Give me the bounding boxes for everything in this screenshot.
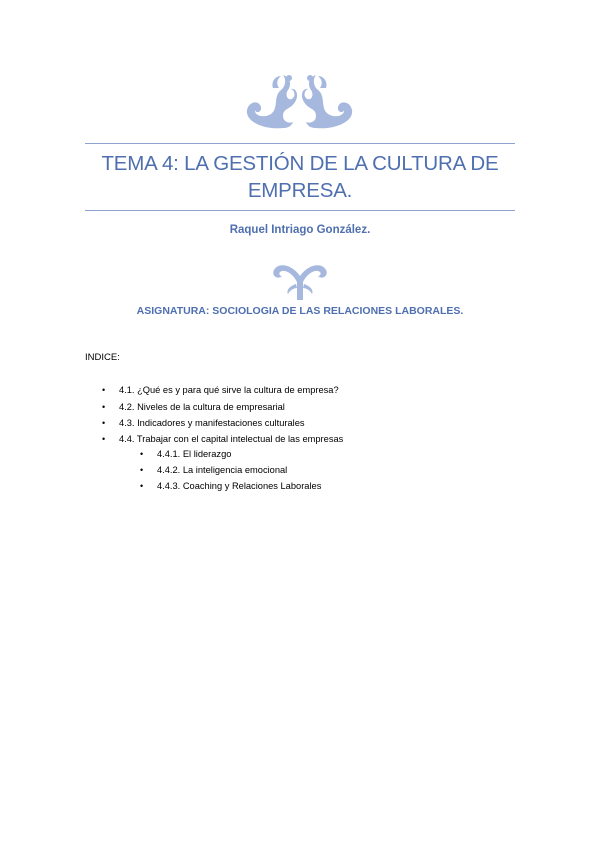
author-name: Raquel Intriago González. [229,224,371,236]
toc-item [102,432,344,446]
bullet-icon: • [140,481,144,491]
bullet-icon: • [102,385,106,395]
toc-subitem [140,447,232,461]
document-title: TEMA 4: LA GESTIÓN DE LA CULTURA DE EMPRESA. [101,152,499,202]
toc-item [102,416,305,430]
floral-divider-ornament-icon [270,262,330,302]
bullet-icon: • [140,465,144,475]
floral-scroll-ornament-icon [243,70,356,132]
index-heading: INDICE: [85,352,120,363]
title-bottom-rule [85,210,515,211]
toc-item-text: 4.2. Niveles de la cultura de empresarial [119,402,285,412]
toc-item [102,383,339,397]
toc-item-text: 4.3. Indicadores y manifestaciones culturales [119,418,305,428]
bullet-icon: • [102,402,106,412]
toc-item [102,400,285,414]
toc-subitem [140,463,288,477]
toc-subitem-text: 4.4.1. El liderazgo [157,449,232,459]
toc-subitem-text: 4.4.2. La inteligencia emocional [157,465,288,475]
toc-subitem [140,479,322,493]
bullet-icon: • [140,449,144,459]
toc-item-text: 4.4. Trabajar con el capital intelectual de las empresas [119,434,344,444]
bullet-icon: • [102,418,106,428]
bullet-icon: • [102,434,106,444]
subject-line: ASIGNATURA: SOCIOLOGIA DE LAS RELACIONES LABORALES. [136,305,464,317]
toc-subitem-text: 4.4.3. Coaching y Relaciones Laborales [157,481,322,491]
toc-item-text: 4.1. ¿Qué es y para qué sirve la cultura de empresa? [119,385,339,395]
title-top-rule [85,143,515,144]
